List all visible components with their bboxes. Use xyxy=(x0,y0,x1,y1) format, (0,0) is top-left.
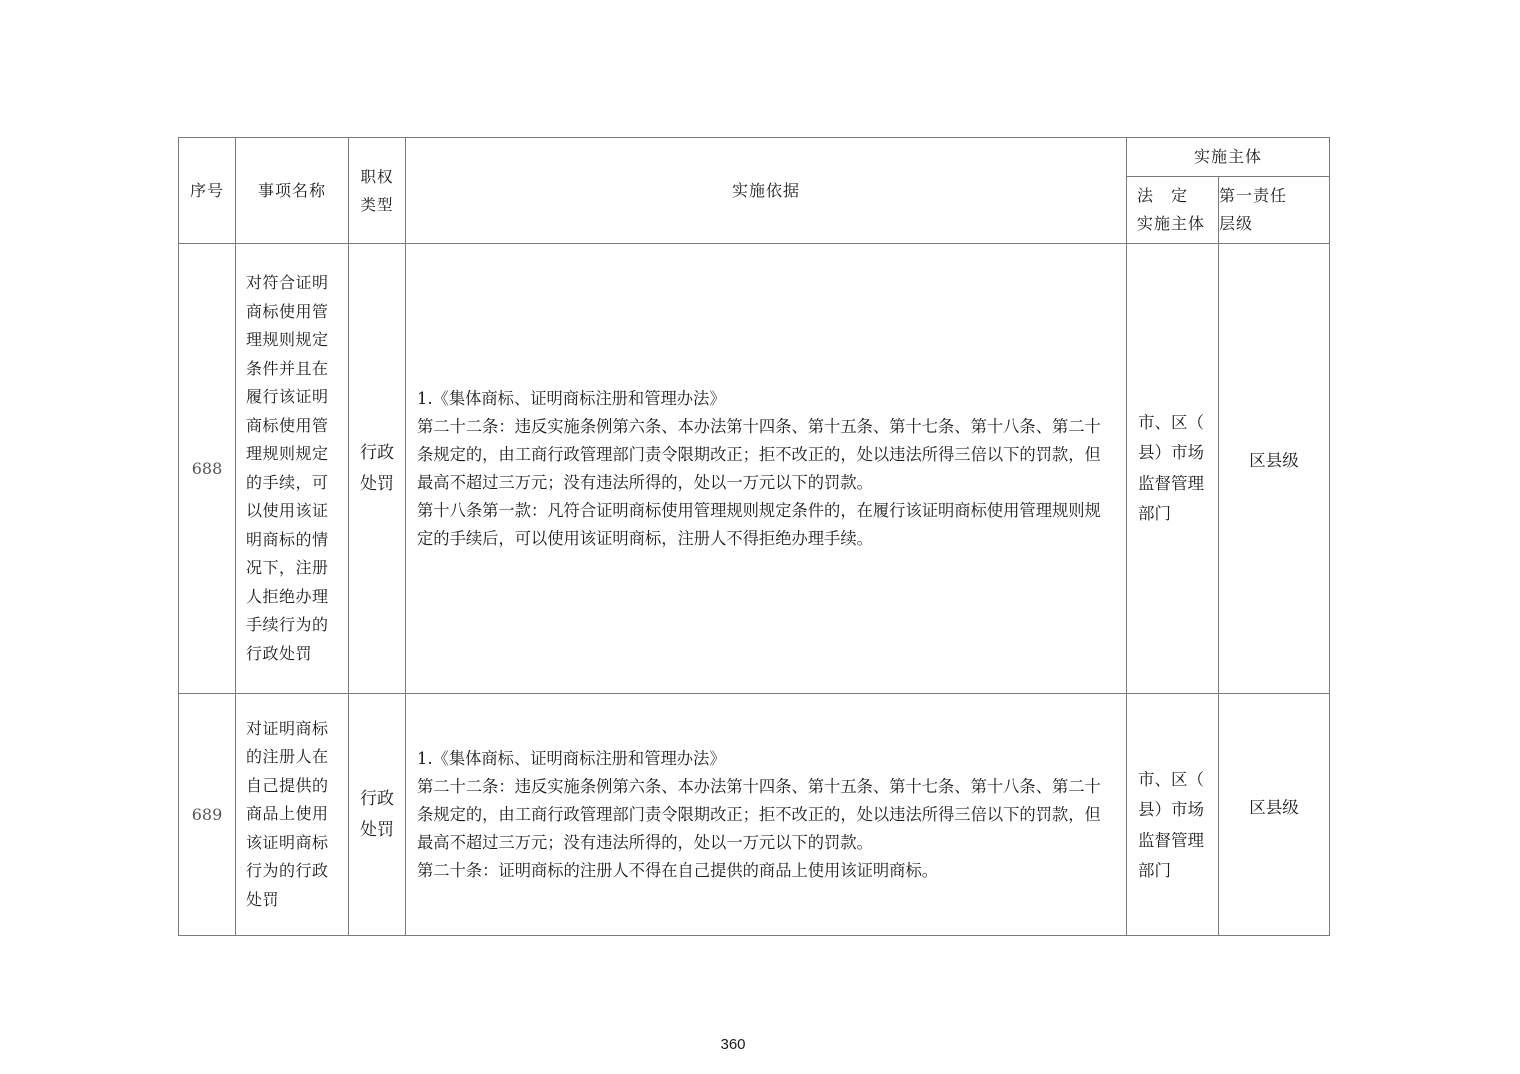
header-name: 事项名称 xyxy=(236,138,349,244)
row-legal-subject: 市、区（ 县）市场 监督管理 部门 xyxy=(1138,412,1204,523)
row-level: 区县级 xyxy=(1249,798,1299,817)
row-type-cell xyxy=(349,694,406,936)
row-level-cell xyxy=(1219,244,1330,694)
row-seq: 688 xyxy=(179,244,236,694)
row-basis-law: 1.《集体商标、证明商标注册和管理办法》 xyxy=(417,388,726,408)
enforcement-items-table xyxy=(178,137,1330,936)
header-responsibility-level: 第一责任 层级 xyxy=(1219,177,1330,244)
row-type-cell xyxy=(349,244,406,694)
row-basis-paragraph: 第二十条：证明商标的注册人不得在自己提供的商品上使用该证明商标。 xyxy=(417,860,939,880)
header-subject-group: 实施主体 xyxy=(1127,138,1330,177)
row-type: 行政 处罚 xyxy=(360,788,394,840)
row-basis-paragraph: 第十八条第一款：凡符合证明商标使用管理规则规定条件的，在履行该证明商标使用管理规则规定的手续后，可以使用该证明商标，注册人不得拒绝办理手续。 xyxy=(417,500,1101,548)
header-basis: 实施依据 xyxy=(406,138,1127,244)
row-type: 行政 处罚 xyxy=(360,442,394,494)
row-legal-subject-cell xyxy=(1127,694,1219,936)
row-basis-paragraph: 第二十二条：违反实施条例第六条、本办法第十四条、第十五条、第十七条、第十八条、第二十条规定的，由工商行政管理部门责令限期改正；拒不改正的，处以违法所得三倍以下的罚款，但最高不超过三万元；没有违法所得的，处以一万元以下的罚款。 xyxy=(417,416,1101,492)
row-legal-subject-cell xyxy=(1127,244,1219,694)
header-type: 职权 类型 xyxy=(349,138,406,244)
row-name: 对符合证明 商标使用管 理规则规定 条件并且在 履行该证明 商标使用管 理规则规定 的手续，可 以使用该证 明商标的情 况下，注册 人拒绝办理 手续行为的 行政处罚 xyxy=(246,273,329,663)
row-name-cell xyxy=(236,694,349,936)
table-row xyxy=(179,694,1330,936)
row-basis-law: 1.《集体商标、证明商标注册和管理办法》 xyxy=(417,748,726,768)
row-level: 区县级 xyxy=(1249,451,1299,470)
table-row xyxy=(179,244,1330,694)
row-basis-cell xyxy=(406,244,1127,694)
row-level-cell xyxy=(1219,694,1330,936)
header-legal-subject: 法 定 实施主体 xyxy=(1127,177,1219,244)
page-number: 360 xyxy=(720,1036,746,1053)
row-basis-cell xyxy=(406,694,1127,936)
row-basis-paragraph: 第二十二条：违反实施条例第六条、本办法第十四条、第十五条、第十七条、第十八条、第二十条规定的，由工商行政管理部门责令限期改正；拒不改正的，处以违法所得三倍以下的罚款，但最高不超过三万元；没有违法所得的，处以一万元以下的罚款。 xyxy=(417,776,1101,852)
row-seq: 689 xyxy=(179,694,236,936)
row-name: 对证明商标 的注册人在 自己提供的 商品上使用 该证明商标 行为的行政 处罚 xyxy=(246,718,329,909)
header-row-1 xyxy=(179,138,1330,177)
row-name-cell xyxy=(236,244,349,694)
row-legal-subject: 市、区（ 县）市场 监督管理 部门 xyxy=(1138,769,1204,880)
header-seq: 序号 xyxy=(179,138,236,244)
